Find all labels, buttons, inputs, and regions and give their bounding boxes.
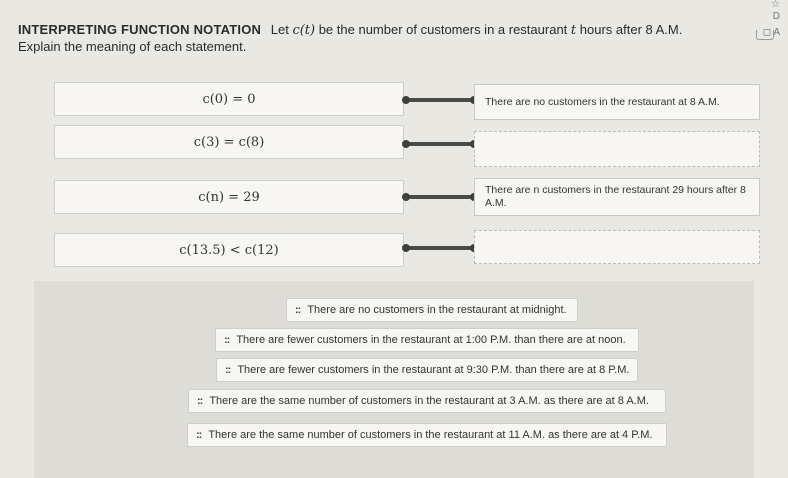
statement-expression: c(3) = c(8) [193,134,265,150]
match-row [0,233,788,273]
answer-drop-zone[interactable] [474,84,760,120]
match-row [0,82,788,122]
answer-drop-zone[interactable] [474,178,760,216]
answer-drop-zone[interactable] [474,230,760,264]
choice-text: There are fewer customers in the restaurant at 1:00 P.M. than there are at noon. [236,334,626,346]
statement-box [54,82,404,116]
intro-text-2: be the number of customers in a restaurant [315,22,571,37]
choice-card[interactable] [188,389,666,413]
document-annotate-icon[interactable]: ◻ A [762,27,780,38]
statement-box [54,180,404,214]
answer-drop-zone[interactable] [474,131,760,167]
match-connector [404,195,476,199]
statement-box [54,233,404,267]
match-connector [404,142,476,146]
choice-card[interactable] [215,328,639,352]
drag-handle-icon[interactable]: :: [224,334,230,346]
question-prompt [18,22,708,55]
match-row [0,180,788,220]
answer-text[interactable]: There are no customers in the restaurant at 8 A.M. [485,95,720,108]
choice-text: There are the same number of customers in the restaurant at 11 A.M. as there are at 4 P.M. [208,429,653,441]
statement-expression: c(0) = 0 [202,91,256,107]
statement-expression: c(13.5) < c(12) [179,242,279,258]
choice-card[interactable] [286,298,578,322]
statement-expression: c(n) = 29 [198,189,260,205]
choice-text: There are the same number of customers in the restaurant at 3 A.M. as there are at 8 A.M. [209,395,649,407]
drag-handle-icon[interactable]: :: [197,395,203,407]
match-connector [404,246,476,250]
answer-text[interactable]: There are n customers in the restaurant 29 hours after 8 A.M. [485,184,746,209]
match-connector [404,98,476,102]
document-icon[interactable]: D [772,11,780,22]
star-icon[interactable]: ☆ [771,0,780,10]
drag-handle-icon[interactable]: :: [225,364,231,376]
variable-t: t [570,23,577,38]
match-row [0,125,788,165]
section-title: INTERPRETING FUNCTION NOTATION [18,22,262,37]
choice-card[interactable] [187,423,667,447]
panel-toggle-icon[interactable] [756,30,774,40]
intro-text-1: Let [270,22,293,37]
statement-box [54,125,404,159]
drag-handle-icon[interactable]: :: [196,429,202,441]
choice-text: There are no customers in the restaurant at midnight. [307,304,567,316]
choice-card[interactable] [216,358,638,382]
choice-text: There are fewer customers in the restaurant at 9:30 P.M. than there are at 8 P.M. [237,364,630,376]
intro-text-3: hours after 8 A.M. Explain the meaning of each statement. [18,22,683,54]
function-notation: c(t) [292,23,316,38]
drag-handle-icon[interactable]: :: [295,304,301,316]
